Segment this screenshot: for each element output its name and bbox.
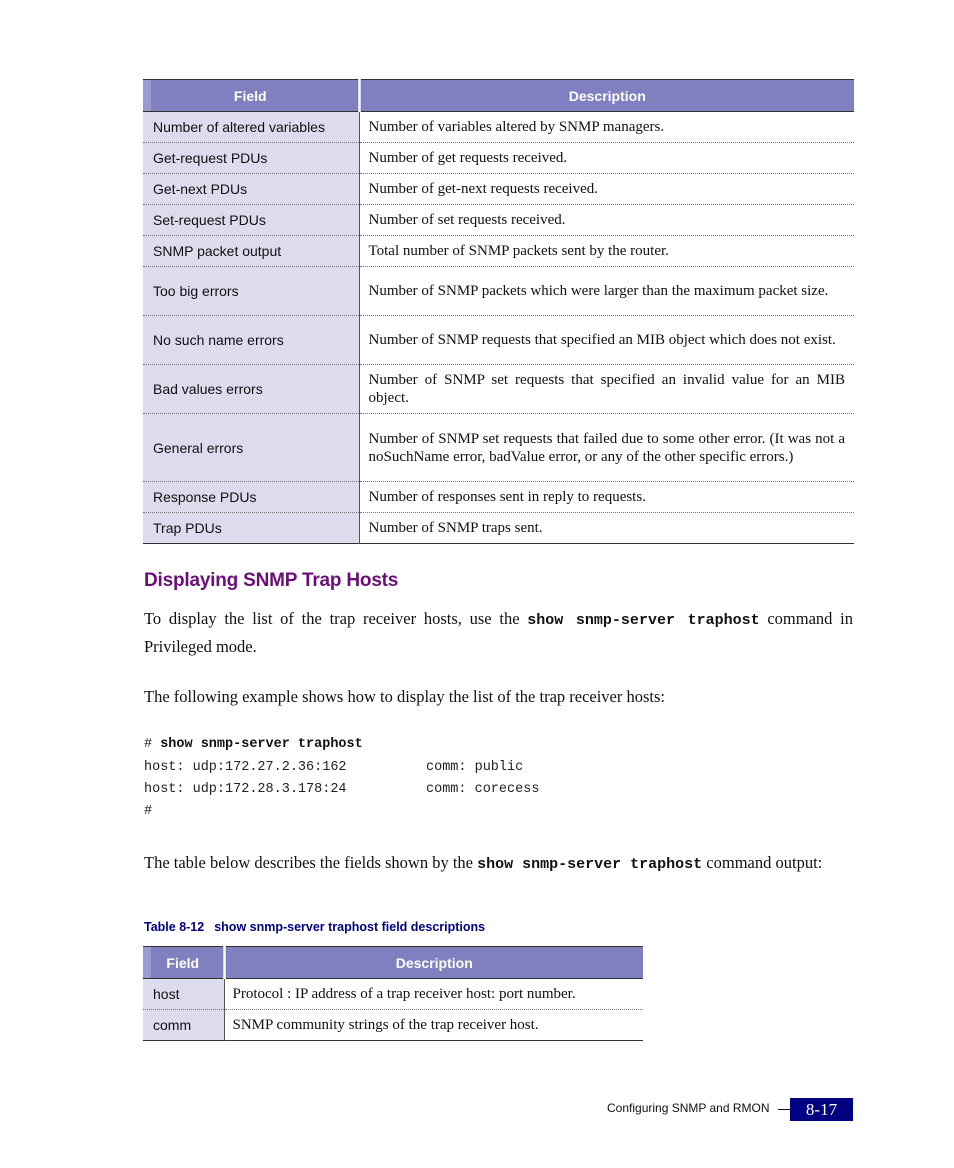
table-row: [143, 174, 854, 205]
field-name: Too big errors: [143, 267, 359, 316]
table-caption: Table 8-12 show snmp-server traphost field descriptions: [144, 920, 486, 934]
inline-command: show snmp-server traphost: [477, 856, 703, 873]
field-name: SNMP packet output: [143, 236, 359, 267]
field-description: SNMP community strings of the trap receiver host.: [232, 1017, 539, 1033]
table-row: [143, 1010, 643, 1041]
field-description: Number of variables altered by SNMP managers.: [359, 112, 854, 143]
field-name: Get-request PDUs: [143, 143, 359, 174]
example-paragraph: The following example shows how to display the list of the trap receiver hosts:: [144, 687, 666, 706]
page-number: 8-17: [790, 1098, 853, 1121]
snmp-statistics-field-table: [143, 79, 854, 544]
field-name: Trap PDUs: [143, 513, 359, 544]
table-row: [143, 482, 854, 513]
table-row: [143, 112, 854, 143]
field-description: Number of SNMP traps sent.: [368, 520, 543, 536]
table1-header-description: Description: [359, 80, 854, 112]
code-end-prompt: #: [144, 804, 153, 819]
field-description: Number of SNMP packets which were larger than the maximum packet size.: [359, 267, 854, 316]
table-row: [143, 365, 854, 414]
field-description: Number of SNMP set requests that specified an invalid value for an MIB object.: [359, 365, 854, 414]
field-name: No such name errors: [143, 316, 359, 365]
field-description: Number of SNMP requests that specified an MIB object which does not exist.: [359, 316, 854, 365]
field-name: Number of altered variables: [143, 112, 359, 143]
field-description: Number of get-next requests received.: [359, 174, 854, 205]
field-description: Number of set requests received.: [359, 205, 854, 236]
field-description: Number of responses sent in reply to requests.: [359, 482, 854, 513]
field-description: Protocol : IP address of a trap receiver host: port number.: [224, 979, 643, 1010]
table-intro-paragraph: The table below describes the fields shown by the show snmp-server traphost command output:: [144, 853, 823, 873]
code-output-line: host: udp:172.27.2.36:162 comm: public: [144, 760, 524, 775]
field-name: Bad values errors: [143, 365, 359, 414]
table-row: [143, 316, 854, 365]
table-row: [143, 513, 854, 544]
table-row: [143, 236, 854, 267]
inline-command: show snmp-server traphost: [527, 612, 760, 629]
intro-paragraph: To display the list of the trap receiver hosts, use the show snmp-server traphost command in Privileged mode.: [144, 609, 853, 656]
code-command-line: # show snmp-server traphost: [144, 737, 363, 752]
field-name: Response PDUs: [143, 482, 359, 513]
table-row: [143, 267, 854, 316]
field-name: Set-request PDUs: [143, 205, 359, 236]
footer-chapter-title: Configuring SNMP and RMON: [607, 1101, 770, 1115]
table2-header-field: Field: [143, 947, 224, 979]
section-heading: Displaying SNMP Trap Hosts: [144, 570, 399, 591]
code-output-line: host: udp:172.28.3.178:24 comm: corecess: [144, 782, 540, 797]
field-description: Number of SNMP set requests that failed due to some other error. (It was not a noSuchName error, badValue error, or any of the other specific errors.): [359, 414, 854, 482]
field-name: comm: [143, 1010, 224, 1041]
traphost-field-table: [143, 946, 643, 1041]
field-name: Get-next PDUs: [143, 174, 359, 205]
field-name: General errors: [143, 414, 359, 482]
field-description: Number of get requests received.: [359, 143, 854, 174]
footer-rule: [778, 1109, 790, 1110]
field-description: Total number of SNMP packets sent by the router.: [359, 236, 854, 267]
field-name: host: [143, 979, 224, 1010]
table-row: [143, 143, 854, 174]
table2-header-description: Description: [224, 947, 643, 979]
table-row: [143, 414, 854, 482]
table-row: [143, 205, 854, 236]
table1-header-field: Field: [143, 80, 359, 112]
table-row: [143, 979, 643, 1010]
